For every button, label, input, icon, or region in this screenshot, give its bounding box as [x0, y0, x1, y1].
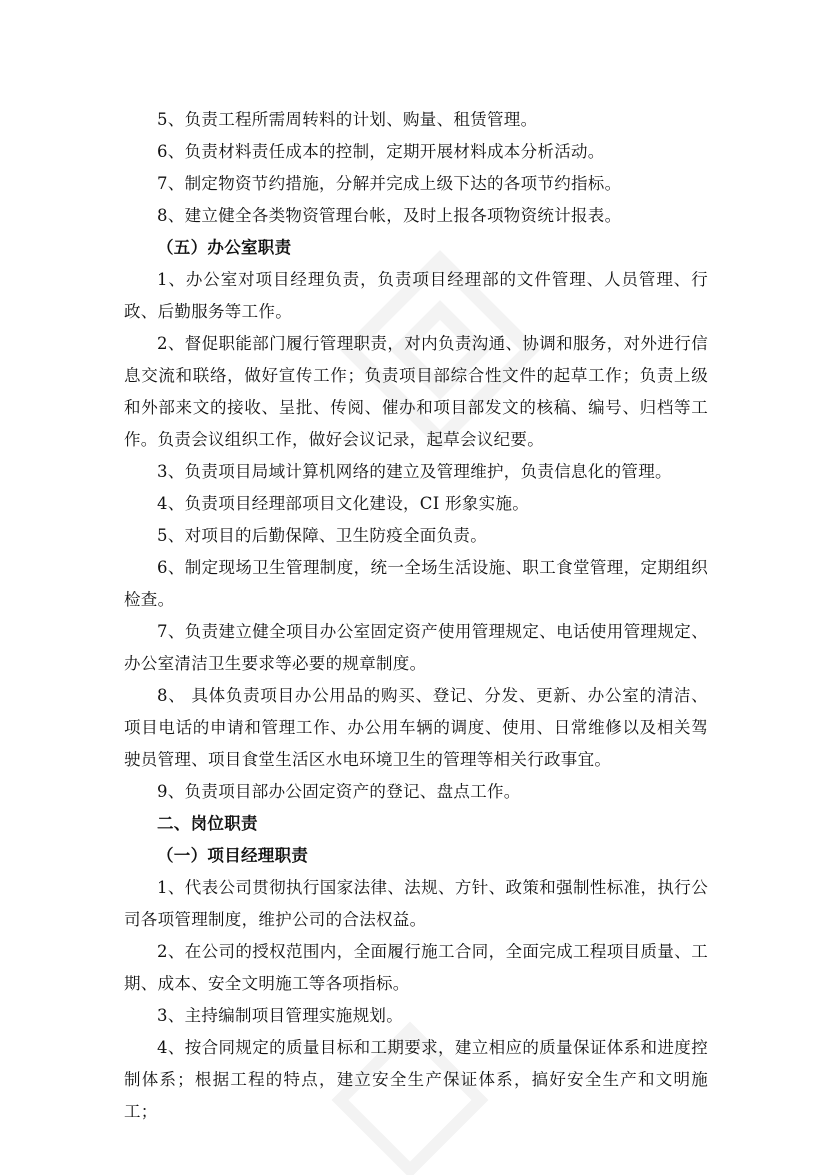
section-heading-office: （五）办公室职责 [157, 238, 292, 257]
paragraph: 3、主持编制项目管理实施规划。 [157, 1006, 403, 1025]
paragraph: 6、制定现场卫生管理制度，统一全场生活设施、职工食堂管理，定期组织检查。 [124, 558, 708, 609]
paragraph: 5、负责工程所需周转料的计划、购量、租赁管理。 [157, 110, 538, 129]
paragraph: 4、负责项目经理部项目文化建设，CI 形象实施。 [157, 494, 530, 513]
paragraph: 6、负责材料责任成本的控制，定期开展材料成本分析活动。 [157, 142, 605, 161]
paragraph: 4、按合同规定的质量目标和工期要求，建立相应的质量保证体系和进度控制体系；根据工程的特点，建立安全生产保证体系，搞好安全生产和文明施工； [124, 1038, 708, 1121]
document-body [124, 104, 708, 1128]
section-heading-positions: 二、岗位职责 [157, 814, 258, 833]
paragraph: 1、办公室对项目经理负责，负责项目经理部的文件管理、人员管理、行政、后勤服务等工作。 [124, 270, 708, 321]
section-heading-project-manager: （一）项目经理职责 [157, 846, 309, 865]
paragraph: 5、对项目的后勤保障、卫生防疫全面负责。 [157, 526, 487, 545]
paragraph: 2、督促职能部门履行管理职责，对内负责沟通、协调和服务，对外进行信息交流和联络，做好宣传工作；负责项目部综合性文件的起草工作；负责上级和外部来文的接收、呈批、传阅、催办和项目部发文的核稿、编号、归档等工作。负责会议组织工作，做好会议记录，起草会议纪要。 [124, 334, 708, 449]
paragraph: 3、负责项目局域计算机网络的建立及管理维护，负责信息化的管理。 [157, 462, 672, 481]
paragraph: 8、 具体负责项目办公用品的购买、登记、分发、更新、办公室的清洁、项目电话的申请和管理工作、办公用车辆的调度、使用、日常维修以及相关驾驶员管理、项目食堂生活区水电环境卫生的管理等相关行政事宜。 [124, 686, 708, 769]
paragraph: 9、负责项目部办公固定资产的登记、盘点工作。 [157, 782, 521, 801]
paragraph: 2、在公司的授权范围内，全面履行施工合同，全面完成工程项目质量、工期、成本、安全文明施工等各项指标。 [124, 942, 708, 993]
paragraph: 8、建立健全各类物资管理台帐，及时上报各项物资统计报表。 [157, 206, 622, 225]
paragraph: 7、制定物资节约措施，分解并完成上级下达的各项节约指标。 [157, 174, 622, 193]
paragraph: 1、代表公司贯彻执行国家法律、法规、方针、政策和强制性标准，执行公司各项管理制度，维护公司的合法权益。 [124, 878, 708, 929]
paragraph: 7、负责建立健全项目办公室固定资产使用管理规定、电话使用管理规定、办公室清洁卫生要求等必要的规章制度。 [124, 622, 708, 673]
